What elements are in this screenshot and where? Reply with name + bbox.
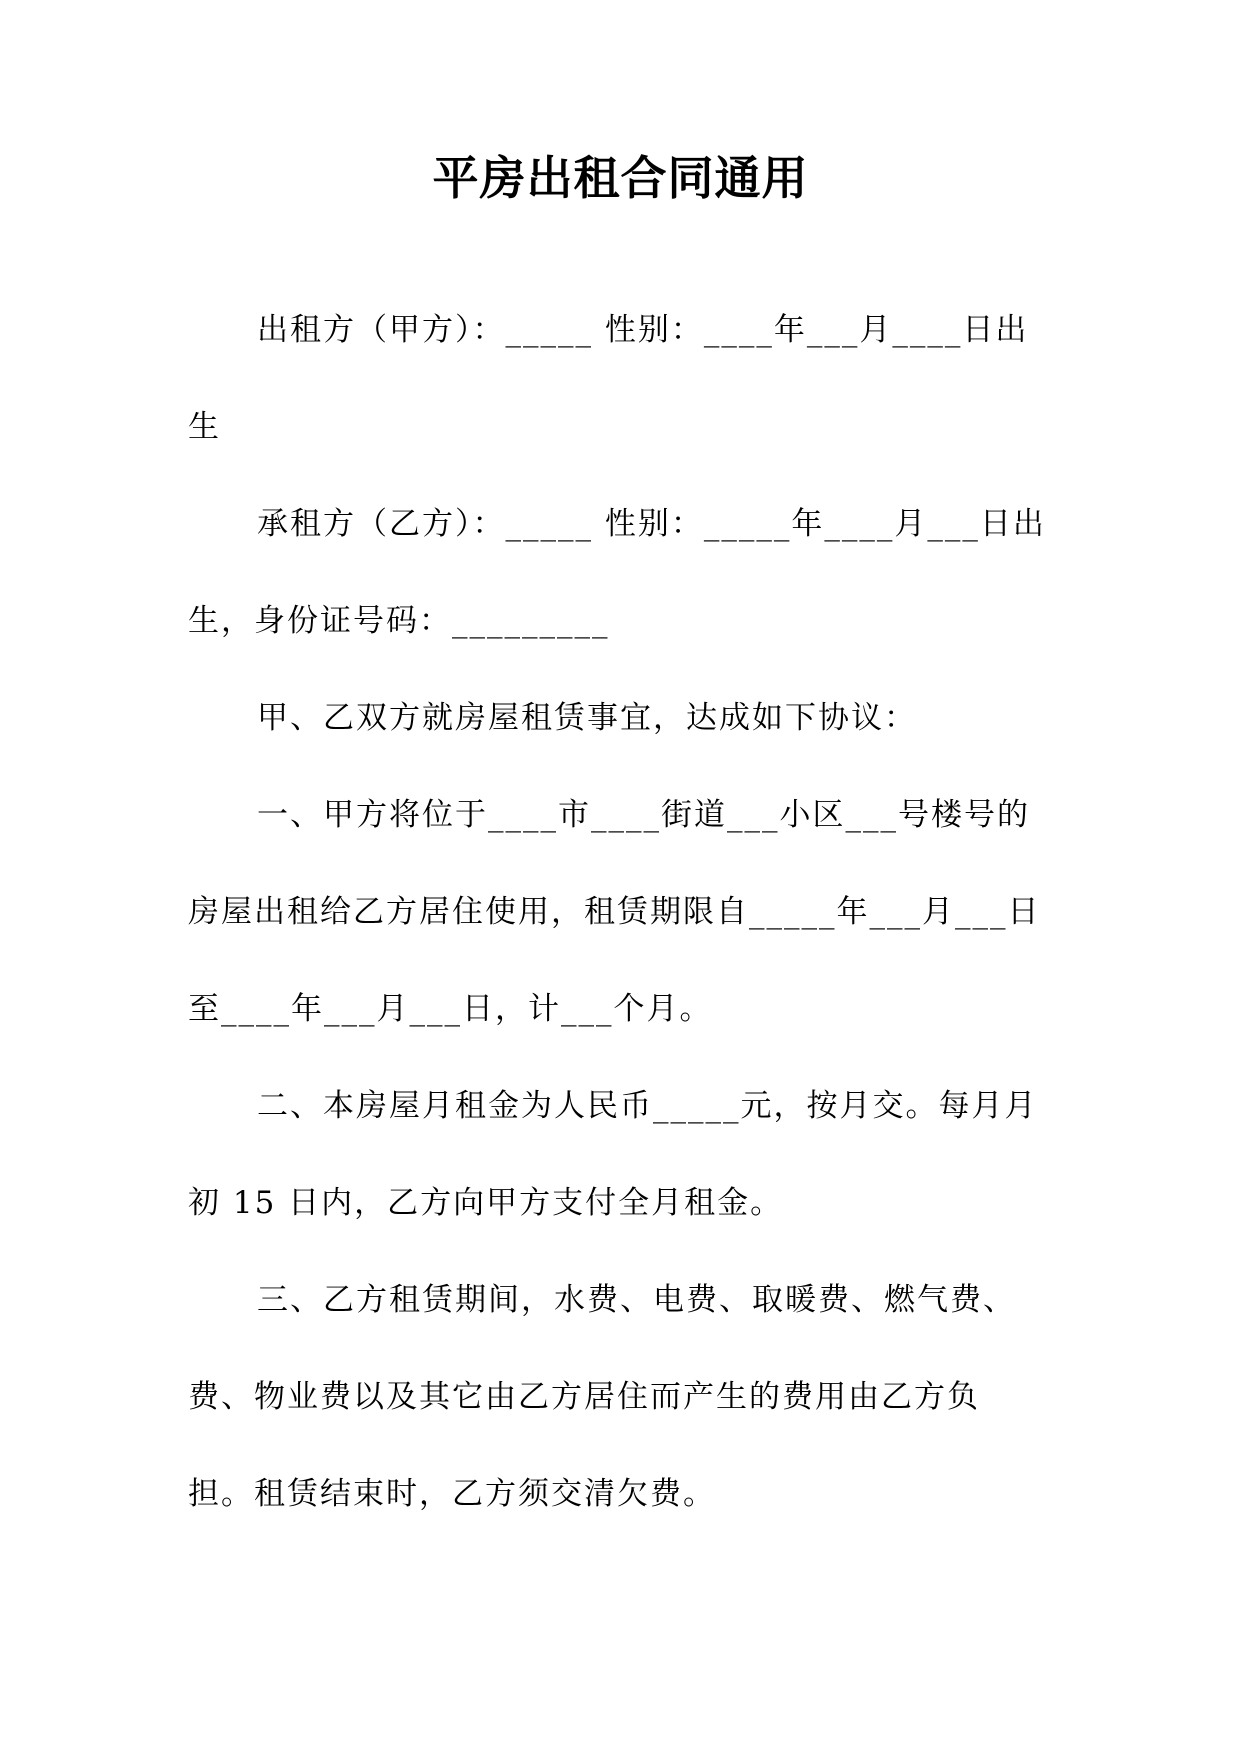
- clause-2-line: 初 15 日内，乙方向甲方支付全月租金。: [188, 1185, 784, 1221]
- lessee-line-cont: 生，身份证号码：_________: [188, 603, 610, 639]
- agreement-intro: 甲、乙双方就房屋租赁事宜，达成如下协议：: [257, 700, 917, 736]
- clause-1-line: 至____年___月___日，计___个月。: [188, 991, 713, 1027]
- lessee-line: 承租方（乙方）：_____ 性别：_____年____月___日出: [257, 506, 1046, 542]
- clause-3-line: 费、物业费以及其它由乙方居住而产生的费用由乙方负: [188, 1379, 980, 1415]
- clause-1-line: 房屋出租给乙方居住使用，租赁期限自_____年___月___日: [188, 894, 1041, 930]
- page-title: 平房出租合同通用: [432, 151, 809, 205]
- lessor-line: 出租方（甲方）：_____ 性别：____年___月____日出: [257, 312, 1029, 348]
- lessor-line-cont: 生: [188, 409, 221, 445]
- clause-3-line: 担。租赁结束时，乙方须交清欠费。: [188, 1476, 716, 1512]
- clause-3-line: 三、乙方租赁期间，水费、电费、取暖费、燃气费、: [257, 1282, 1016, 1318]
- clause-2-line: 二、本房屋月租金为人民币_____元，按月交。每月月: [257, 1088, 1038, 1124]
- clause-1-line: 一、甲方将位于____市____街道___小区___号楼号的: [257, 797, 1030, 833]
